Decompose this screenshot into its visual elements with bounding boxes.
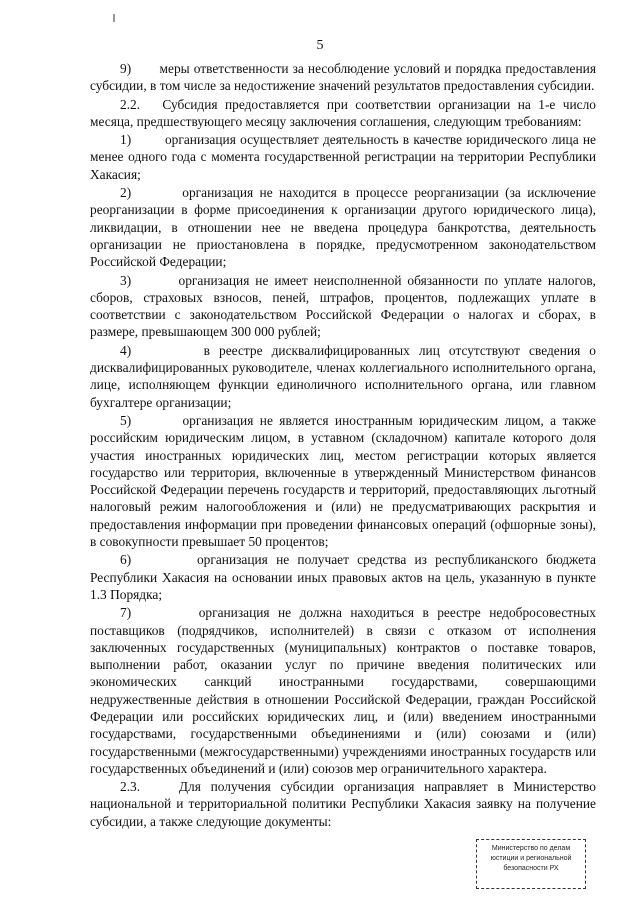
paragraph-2-2: 2.2. Субсидия предоставляется при соответствии организации на 1-е число месяца, предшествующего месяцу заключения соглашения, следующим требованиям: <box>90 96 596 129</box>
stamp-line-3: безопасности РХ <box>503 865 559 872</box>
paragraph-9: 9) меры ответственности за несоблюдение условий и порядка предоставления субсидии, в том числе за недостижение значений результатов предоставления субсидии. <box>90 61 596 94</box>
requirement-1: 1) организация осуществляет деятельность в качестве юридического лица не менее одного года с момента государственной регистрации на территории Республики Хакасия; <box>90 132 596 182</box>
requirement-2: 2) организация не находится в процессе реорганизации (за исключение реорганизации в форме присоединения к организации другого юридического лица), ликвидации, в отношении нее не введена процедура банкротства, деятельность организации не приостановлена в порядке, предусмотренном законодательством Российской Федерации; <box>90 185 596 270</box>
requirement-6: 6) организация не получает средства из республиканского бюджета Республики Хакасия на основании иных правовых актов на цель, указанную в пункте 1.3 Порядка; <box>90 552 596 602</box>
requirement-7: 7) организация не должна находиться в реестре недобросовестных поставщиков (подрядчиков, исполнителей) в связи с отказом от исполнения заключенных государственных (муниципальных) контрактов о поставке товаров, выполнении работ, оказании услуг по причине введения политических или экономических санкций иностранными государствами, совершающими недружественные действия в отношении Российской Федерации, граждан Российской Федерации или российских юридических лиц, и (или) введением иностранными государствами, государственными объединениями и (или) союзами и (или) государственными (межгосударственными) учреждениями иностранных государств или государственных объединений и (или) союзов мер ограничительного характера. <box>90 605 596 776</box>
requirement-5: 5) организация не является иностранным юридическим лицом, а также российским юридическим лицом, в уставном (складочном) капитале которого доля участия иностранных юридических лиц, местом регистрации которых является государство или территория, включенные в утвержденный Министерством финансов Российской Федерации перечень государств и территорий, предоставляющих льготный налоговый режим налогообложения и (или) не предусматривающих раскрытия и предоставления информации при проведении финансовых операций (офшорные зоны), в совокупности превышает 50 процентов; <box>90 412 596 550</box>
paragraph-2-3: 2.3. Для получения субсидии организация направляет в Министерство национальной и территориальной политики Республики Хакасия заявку на получение субсидии, а также следующие документы: <box>90 779 596 829</box>
stamp-line-2: юстиции и региональной <box>490 855 572 862</box>
requirement-3: 3) организация не имеет неисполненной обязанности по уплате налогов, сборов, страховых взносов, пеней, штрафов, процентов, подлежащих уплате в соответствии с законодательством Российской Федерации о налогах и сборах, в размере, превышающем 300 000 рублей; <box>90 272 596 340</box>
page-number: 5 <box>316 38 324 53</box>
stamp-line-1: Министерство по делам <box>491 845 571 852</box>
requirement-4: 4) в реестре дисквалифицированных лиц отсутствуют сведения о дисквалифицированных руководителе, членах коллегиального исполнительного органа, лице, исполняющем функции единоличного исполнительного органа, или главном бухгалтере организации; <box>90 342 596 410</box>
scan-mark <box>113 14 115 22</box>
document-body <box>90 60 596 831</box>
ministry-stamp <box>476 839 586 889</box>
